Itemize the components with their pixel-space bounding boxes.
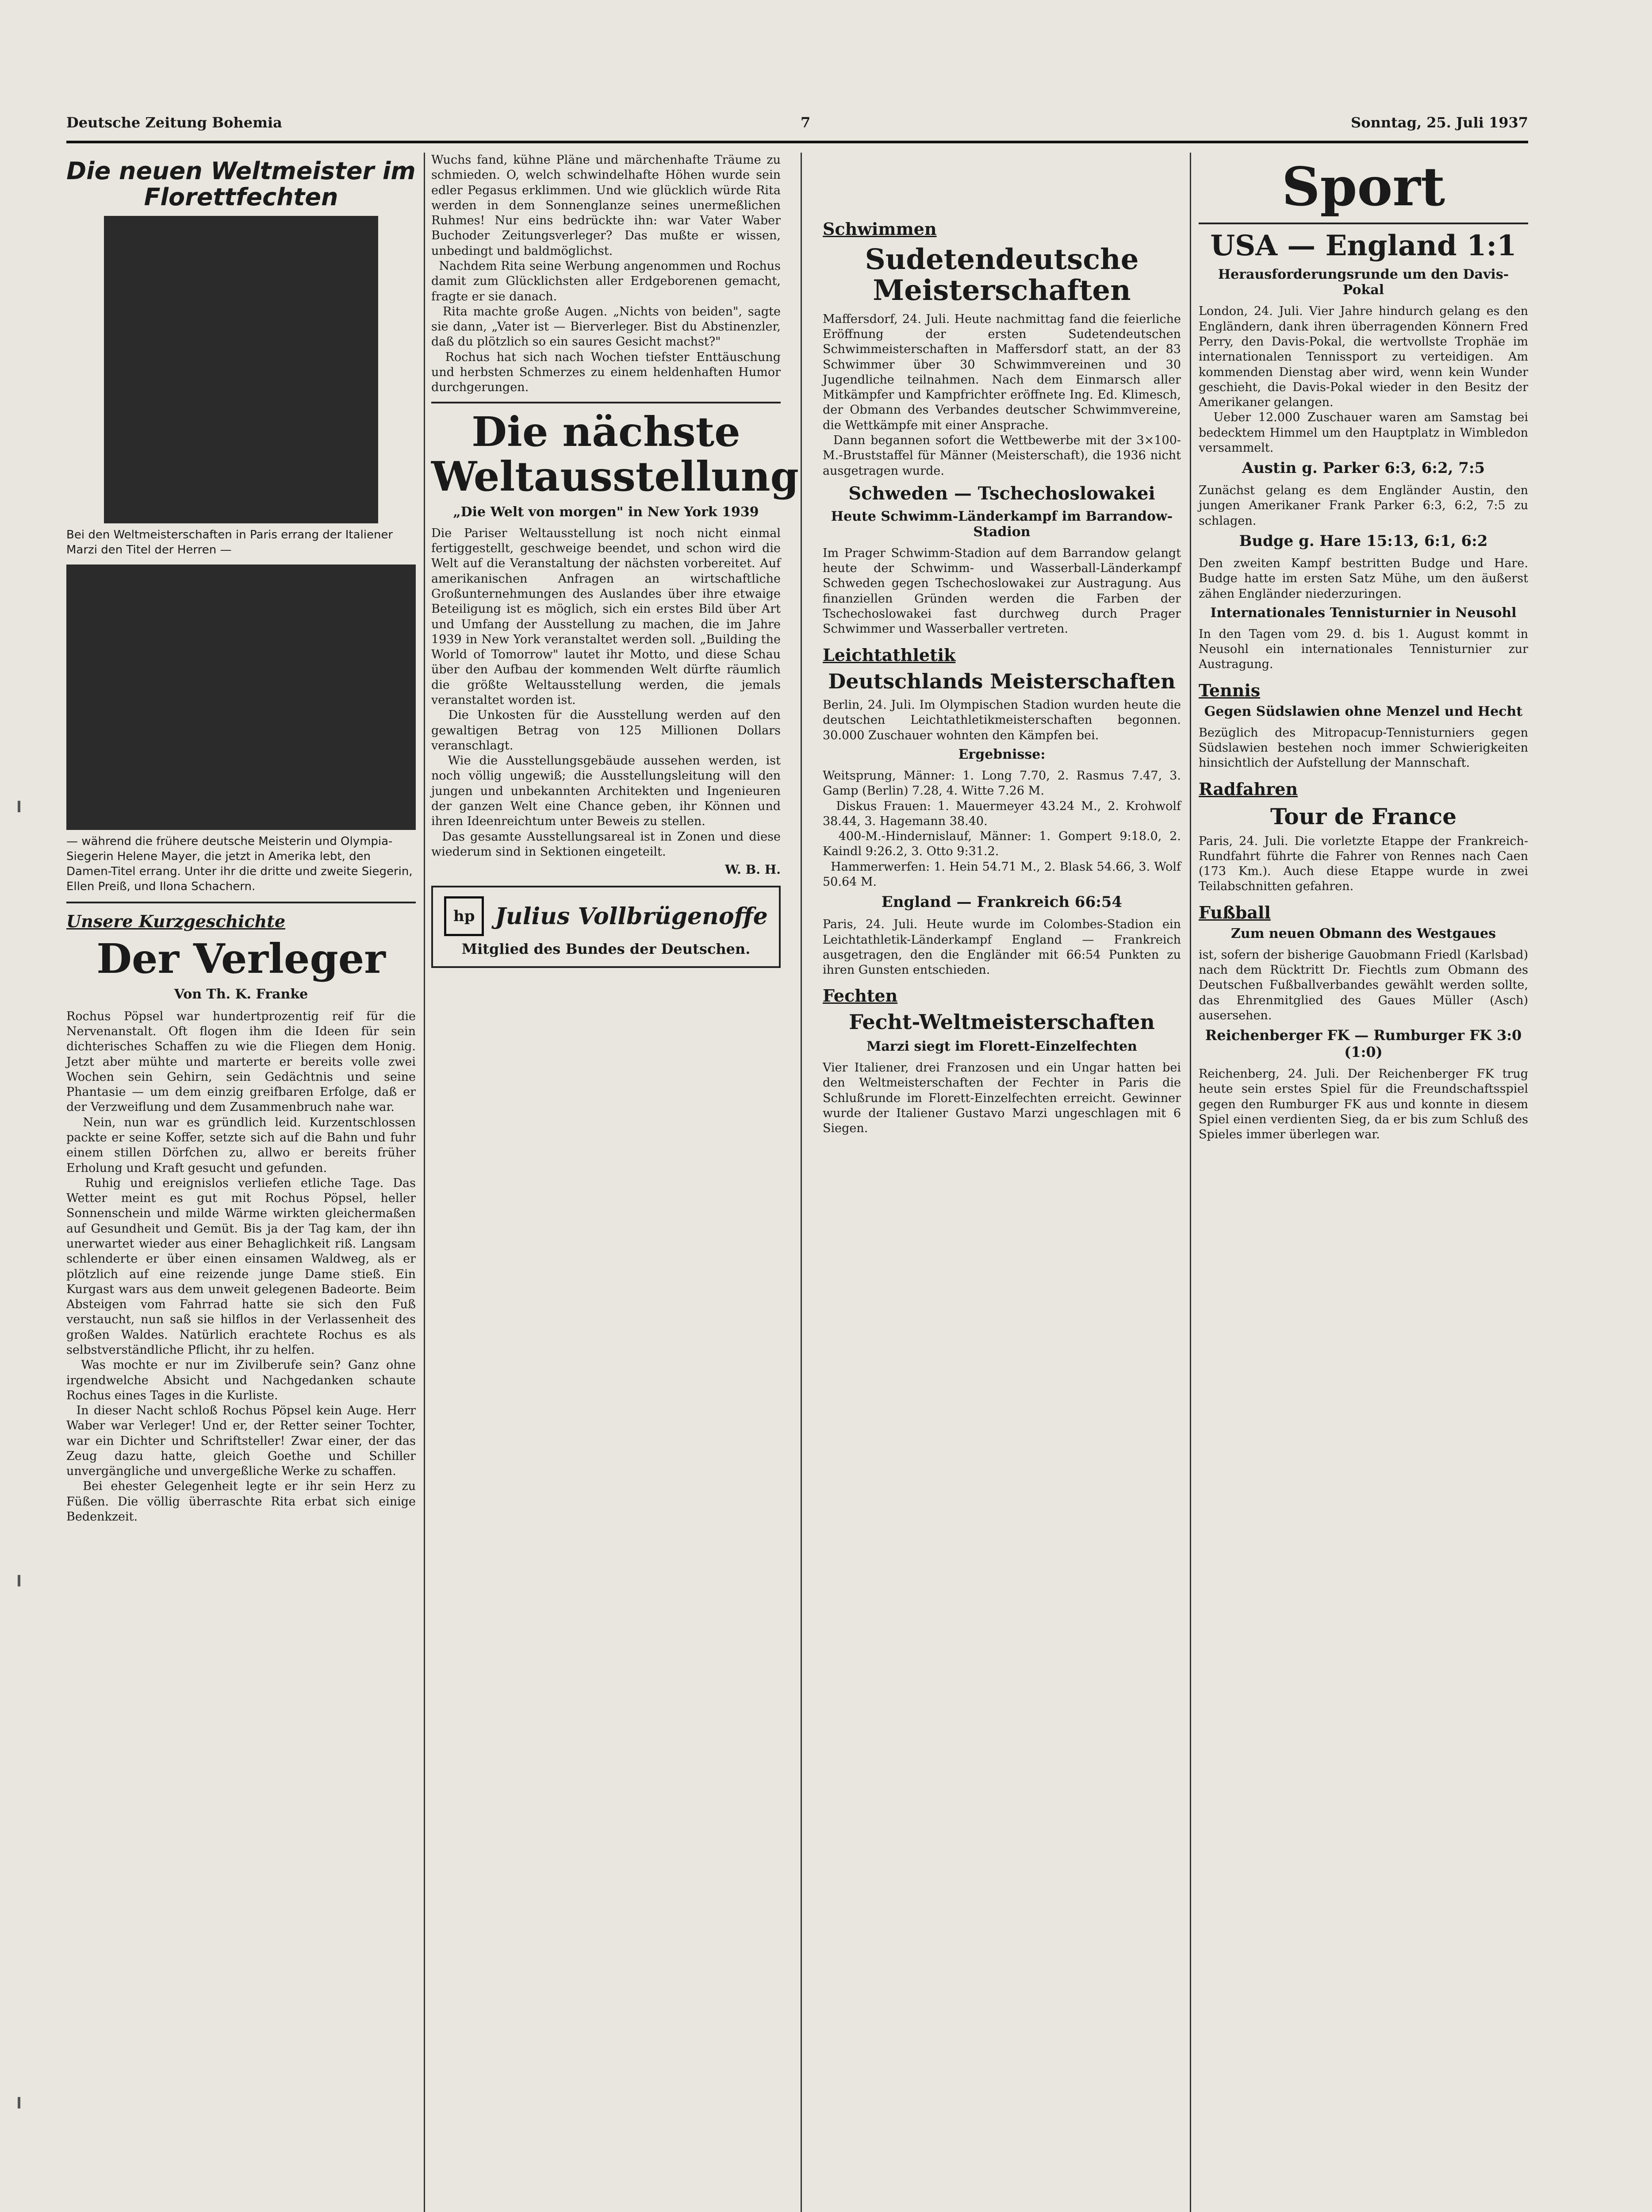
story-continued-text: Wuchs fand, kühne Pläne und märchenhafte Träume zu schmieden. O, welch schwindelhafte Höhen wurde sein edler Pegasus erklimmen. Und wie glücklich würde Rita werden in dem Sonnenglanze seines unermeßlichen Ruhmes! Nur eins bedrückte ihn: war Vater Waber Buchoder Zeitungsverleger? Das mußte er wissen, unbedingt und baldmöglichst. Nachdem Rita seine Werbung angenommen und Rochus damit zum Glücklichsten aller Erdgeborenen gemacht, fragte er sie danach. Rita machte große Augen. „Nichts von beiden", sagte sie dann, „Vater ist — Bierverleger. Bist du Abstinenzler, daß du plötzlich so ein saures Gesicht machst?" Rochus hat sich nach Wochen tiefster Enttäuschung und herbsten Schmerzes zu einem heldenhaften Humor durchgerungen. bbox=[431, 153, 781, 395]
story-title: Der Verleger bbox=[96, 934, 386, 983]
fencers-group-photo bbox=[66, 565, 416, 830]
tournament-heading: Internationales Tennisturnier in Neusohl bbox=[1210, 605, 1517, 621]
column-1 bbox=[66, 153, 416, 2212]
story-byline: Von Th. K. Franke bbox=[174, 986, 308, 1002]
advertisement bbox=[431, 886, 781, 968]
column-rule bbox=[1190, 153, 1191, 2212]
photo-caption: — während die frühere deutsche Meisterin und Olympia-Siegerin Helene Mayer, die jetzt in Amerika lebt, den Damen-Titel errang. Unter ihr die dritte und zweite Siegerin, Ellen Preiß, und Ilona Schachern. bbox=[66, 835, 413, 893]
fencing-title: Fecht-Weltmeisterschaften bbox=[849, 1010, 1155, 1034]
match-text: Den zweiten Kampf bestritten Budge und Hare. Budge hatte im ersten Satz Mühe, um den äußerst zähen Engländer niederzuringen. bbox=[1199, 557, 1532, 601]
fencing-photo-heading: Die neuen Weltmeister im Florettfechten bbox=[66, 157, 416, 211]
expo-author: W. B. H. bbox=[725, 862, 781, 877]
sport-section-header: Sport bbox=[1281, 156, 1445, 218]
athletics-title: Deutschlands Meisterschaften bbox=[828, 669, 1176, 693]
tennis-heading: Gegen Südslawien ohne Menzel und Hecht bbox=[1204, 703, 1523, 719]
sweden-title: Schweden — Tschechoslowakei bbox=[848, 483, 1155, 504]
swimming-title: Sudetendeutsche Meisterschaften bbox=[865, 243, 1139, 307]
column-2 bbox=[431, 153, 799, 2212]
fencing-rubric: Fechten bbox=[823, 986, 898, 1006]
divider bbox=[1199, 223, 1528, 224]
davis-cup-subtitle: Herausforderungsrunde um den Davis-Pokal bbox=[1218, 267, 1509, 298]
margin-mark bbox=[18, 2097, 20, 2108]
athletics-rubric: Leichtathletik bbox=[823, 645, 956, 665]
expo-subtitle: „Die Welt von morgen" in New York 1939 bbox=[453, 504, 759, 520]
margin-mark bbox=[18, 1575, 20, 1586]
paper-name: Deutsche Zeitung Bohemia bbox=[66, 114, 282, 131]
margin-mark bbox=[18, 801, 20, 812]
swimming-text: Maffersdorf, 24. Juli. Heute nachmittag fand die feierliche Eröffnung der ersten Sudetendeutschen Schwimmeisterschaften in Maffersdorf statt, an der 83 Schwimmer über 30 Schwimmvereinen und 30 Jugendliche teilnahmen. Nach dem Einmarsch aller Mitkämpfer und Kampfrichter eröffnete Ing. Ed. Klimesch, der Obmann des Verbandes deutscher Schwimmvereine, die Wettkämpfe mit einer Ansprache. Dann begannen sofort die Wettbewerbe mit der 3×100-M.-Bruststaffel für Männer (Meisterschaft), die 1936 nicht ausgetragen wurde. bbox=[823, 312, 1181, 478]
results-label: Ergebnisse: bbox=[958, 747, 1046, 762]
tournament-text: In den Tagen vom 29. d. bis 1. August kommt in Neusohl ein internationales Tennisturnier zur Austragung. bbox=[1199, 627, 1532, 672]
story-text: Rochus Pöpsel war hundertprozentig reif für die Nervenanstalt. Oft flogen ihm die Ideen für sein dichterisches Schaffen zu wie die Fliegen dem Honig. Jetzt aber mühte und marterte er bereits volle zwei Wochen sein Gehirn, sein Gedächtnis und seine Phantasie — um dem einzig greifbaren Erfolge, daß er der Verzweiflung und dem Zusammenbruch nahe war. Nein, nun war es gründlich leid. Kurzentschlossen packte er seine Koffer, setzte sich auf die Bahn und fuhr einem stillen Dörfchen zu, allwo er bereits früher Erholung und Kraft gesucht und gefunden. Ruhig und ereignislos verliefen etliche Tage. Das Wetter meint es gut mit Rochus Pöpsel, heller Sonnenschein und milde Wärme wirkten gleichermaßen auf Gesundheit und Gemüt. Bis ja der Tag kam, der ihn unerwartet wieder aus einer Behaglichkeit riß. Langsam schlenderte er über einen einsamen Waldweg, als er plötzlich auf eine reizende junge Dame stieß. Ein Kurgast wars aus dem unweit gelegenen Badeorte. Beim Absteigen vom Fahrrad hatte sie sich den Fuß verstaucht, nun saß sie hilflos in der Verlassenheit des großen Waldes. Natürlich erachtete Rochus es als selbstverständliche Pflicht, ihr zu helfen. Was mochte er nur im Zivilberufe sein? Ganz ohne irgendwelche Absicht und Nachgedanken schaute Rochus eines Tages in die Kurliste. In dieser Nacht schloß Rochus Pöpsel kein Auge. Herr Waber war Verleger! Und er, der Retter seiner Tochter, war ein Dichter und Schriftsteller! Zwar einer, der das Zeug dazu hatte, gleich Goethe und Schiller unvergängliche und unvergeßliche Werke zu schaffen. Bei ehester Gelegenheit legte er ihr sein Herz zu Füßen. Die völlig überraschte Rita erbat sich einige Bedenkzeit. bbox=[66, 1009, 416, 1524]
match-heading: Budge g. Hare 15:13, 6:1, 6:2 bbox=[1239, 532, 1488, 550]
swimming-rubric: Schwimmen bbox=[823, 219, 937, 239]
short-story-rubric: Unsere Kurzgeschichte bbox=[66, 911, 286, 931]
issue-date: Sonntag, 25. Juli 1937 bbox=[1351, 114, 1528, 131]
england-france-text: Paris, 24. Juli. Heute wurde im Colombes-Stadion ein Leichtathletik-Länderkampf England — Frankreich ausgetragen, den die Engländer mit 66:54 Punkten zu ihren Gunsten entschieden. bbox=[823, 918, 1185, 977]
column-3 bbox=[823, 153, 1185, 2212]
fencer-photo bbox=[104, 216, 378, 523]
football-heading: Zum neuen Obmann des Westgaues bbox=[1231, 926, 1496, 941]
page-number: 7 bbox=[801, 114, 811, 131]
masthead bbox=[66, 114, 1528, 143]
photo-caption: Bei den Weltmeisterschaften in Paris errang der Italiener Marzi den Titel der Herren — bbox=[66, 528, 393, 557]
cycling-rubric: Radfahren bbox=[1199, 779, 1298, 799]
football-match-text: Reichenberg, 24. Juli. Der Reichenberger FK trug heute sein erstes Spiel für die Freundschaftsspiel gegen den Rumburger FK aus und konnte in diesem Spiel einen verdienten Sieg, da er bis zum Schluß des Spieles immer überlegen war. bbox=[1199, 1067, 1532, 1142]
england-france-title: England — Frankreich 66:54 bbox=[881, 893, 1123, 911]
match-text: Zunächst gelang es dem Engländer Austin, den jungen Amerikaner Frank Parker 6:3, 6:2, 7:5 zu schlagen. bbox=[1199, 484, 1532, 528]
divider bbox=[66, 902, 416, 903]
fencing-subtitle: Marzi siegt im Florett-Einzelfechten bbox=[866, 1038, 1137, 1054]
athletics-results: Weitsprung, Männer: 1. Long 7.70, 2. Rasmus 7.47, 3. Gamp (Berlin) 7.28, 4. Witte 7.26 M. Diskus Frauen: 1. Mauermeyer 43.24 M., 2. Krohwolf 38.44, 3. Hagemann 38.40. 400-M.-Hindernislauf, Männer: 1. Gompert 9:18.0, 2. Kaindl 9:26.2, 3. Otto 9:31.2. Hammerwerfen: 1. Hein 54.71 M., 2. Blask 54.66, 3. Wolf 50.64 M. bbox=[823, 769, 1181, 889]
ad-logo: hp bbox=[444, 896, 484, 936]
expo-text: Die Pariser Weltausstellung ist noch nicht einmal fertiggestellt, geschweige beendet, und schon wird die Welt auf die Veranstaltung der nächsten vorbereitet. Auf amerikanischen Anfragen an wirtschaftliche Großunternehmungen des Auslandes über ihre etwaige Beteiligung ist es möglich, sich ein erstes Bild über Art und Umfang der Ausstellung zu machen, die im Jahre 1939 in New York veranstaltet werden soll. „Building the World of Tomorrow" lautet ihr Motto, und diese Schau über den Aufbau der kommenden Welt dürfte räumlich die größte Weltausstellung werden, die jemals veranstaltet worden ist. Die Unkosten für die Ausstellung werden auf den gewaltigen Betrag von 125 Millionen Dollars veranschlagt. Wie die Ausstellungsgebäude aussehen werden, ist noch völlig ungewiß; die Ausstellungsleitung will den jungen und unbekannten Architekten und Ingenieuren der ganzen Welt eine Chance geben, ihr Können und ihren Ideenreichtum unter Beweis zu stellen. Das gesamte Ausstellungsareal ist in Zonen und diese wiederum sind in Sektionen eingeteilt. bbox=[431, 526, 781, 859]
match-heading: Reichenberger FK — Rumburger FK 3:0 (1:0) bbox=[1205, 1027, 1522, 1061]
davis-cup-title: USA — England 1:1 bbox=[1210, 229, 1517, 262]
tour-de-france-text: Paris, 24. Juli. Die vorletzte Etappe der Frankreich-Rundfahrt führte die Fahrer von Rennes nach Caen (173 Km.). Auch diese Etappe wurde in zwei Teilabschnitten gefahren. bbox=[1199, 834, 1532, 894]
ad-company-name: Julius Vollbrügenoffe bbox=[495, 902, 768, 930]
match-heading: Austin g. Parker 6:3, 6:2, 7:5 bbox=[1242, 459, 1485, 477]
column-rule bbox=[801, 153, 802, 2212]
athletics-text: Berlin, 24. Juli. Im Olympischen Stadion wurden heute die deutschen Leichtathletikmeisterschaften begonnen. 30.000 Zuschauer wohnten den Kämpfen bei. bbox=[823, 698, 1185, 742]
ad-tagline: Mitglied des Bundes der Deutschen. bbox=[461, 941, 751, 958]
sweden-subtitle: Heute Schwimm-Länderkampf im Barrandow-Stadion bbox=[831, 508, 1173, 540]
tour-de-france-title: Tour de France bbox=[1270, 803, 1457, 830]
tennis-rubric: Tennis bbox=[1199, 680, 1261, 700]
expo-title: Die nächste Weltausstellung bbox=[431, 407, 799, 500]
divider bbox=[431, 402, 781, 403]
football-text: ist, sofern der bisherige Gauobmann Friedl (Karlsbad) nach dem Rücktritt Dr. Fiechtls zum Obmann des Deutschen Fußballverbandes gewählt werden sollte, das Ehrenmitglied des Gaues Müller (Asch) ausersehen. bbox=[1199, 948, 1532, 1022]
column-4 bbox=[1199, 153, 1532, 2212]
sweden-text: Im Prager Schwimm-Stadion auf dem Barrandow gelangt heute der Schwimm- und Wasserball-Länderkampf Schweden gegen Tschechoslowakei zur Austragung. Aus finanziellen Gründen werden die Farben der Tschechoslowakei fast durchweg durch Prager Schwimmer und Wasserballer vertreten. bbox=[823, 546, 1185, 636]
davis-cup-text: London, 24. Juli. Vier Jahre hindurch gelang es den Engländern, dank ihren überragenden Könnern Fred Perry, den Davis-Pokal, die wertvollste Trophäe im internationalen Tennissport zu verteidigen. Am kommenden Dienstag aber wird, wenn kein Wunder geschieht, die Davis-Pokal wieder in den Besitz der Amerikaner gelangen. Ueber 12.000 Zuschauer waren am Samstag bei bedecktem Himmel um den Hauptplatz in Wimbledon versammelt. bbox=[1199, 304, 1528, 455]
football-rubric: Fußball bbox=[1199, 902, 1271, 922]
column-rule bbox=[424, 153, 425, 2212]
fencing-text: Vier Italiener, drei Franzosen und ein Ungar hatten bei den Weltmeisterschaften der Fechter in Paris die Schlußrunde im Florett-Einzelfechten erreicht. Gewinner wurde der Italiener Gustavo Marzi ungeschlagen mit 6 Siegen. bbox=[823, 1060, 1185, 1136]
tennis-text: Bezüglich des Mitropacup-Tennisturniers gegen Südslawien bestehen noch immer Schwierigkeiten hinsichtlich der Aufstellung der Mannschaft. bbox=[1199, 726, 1532, 770]
